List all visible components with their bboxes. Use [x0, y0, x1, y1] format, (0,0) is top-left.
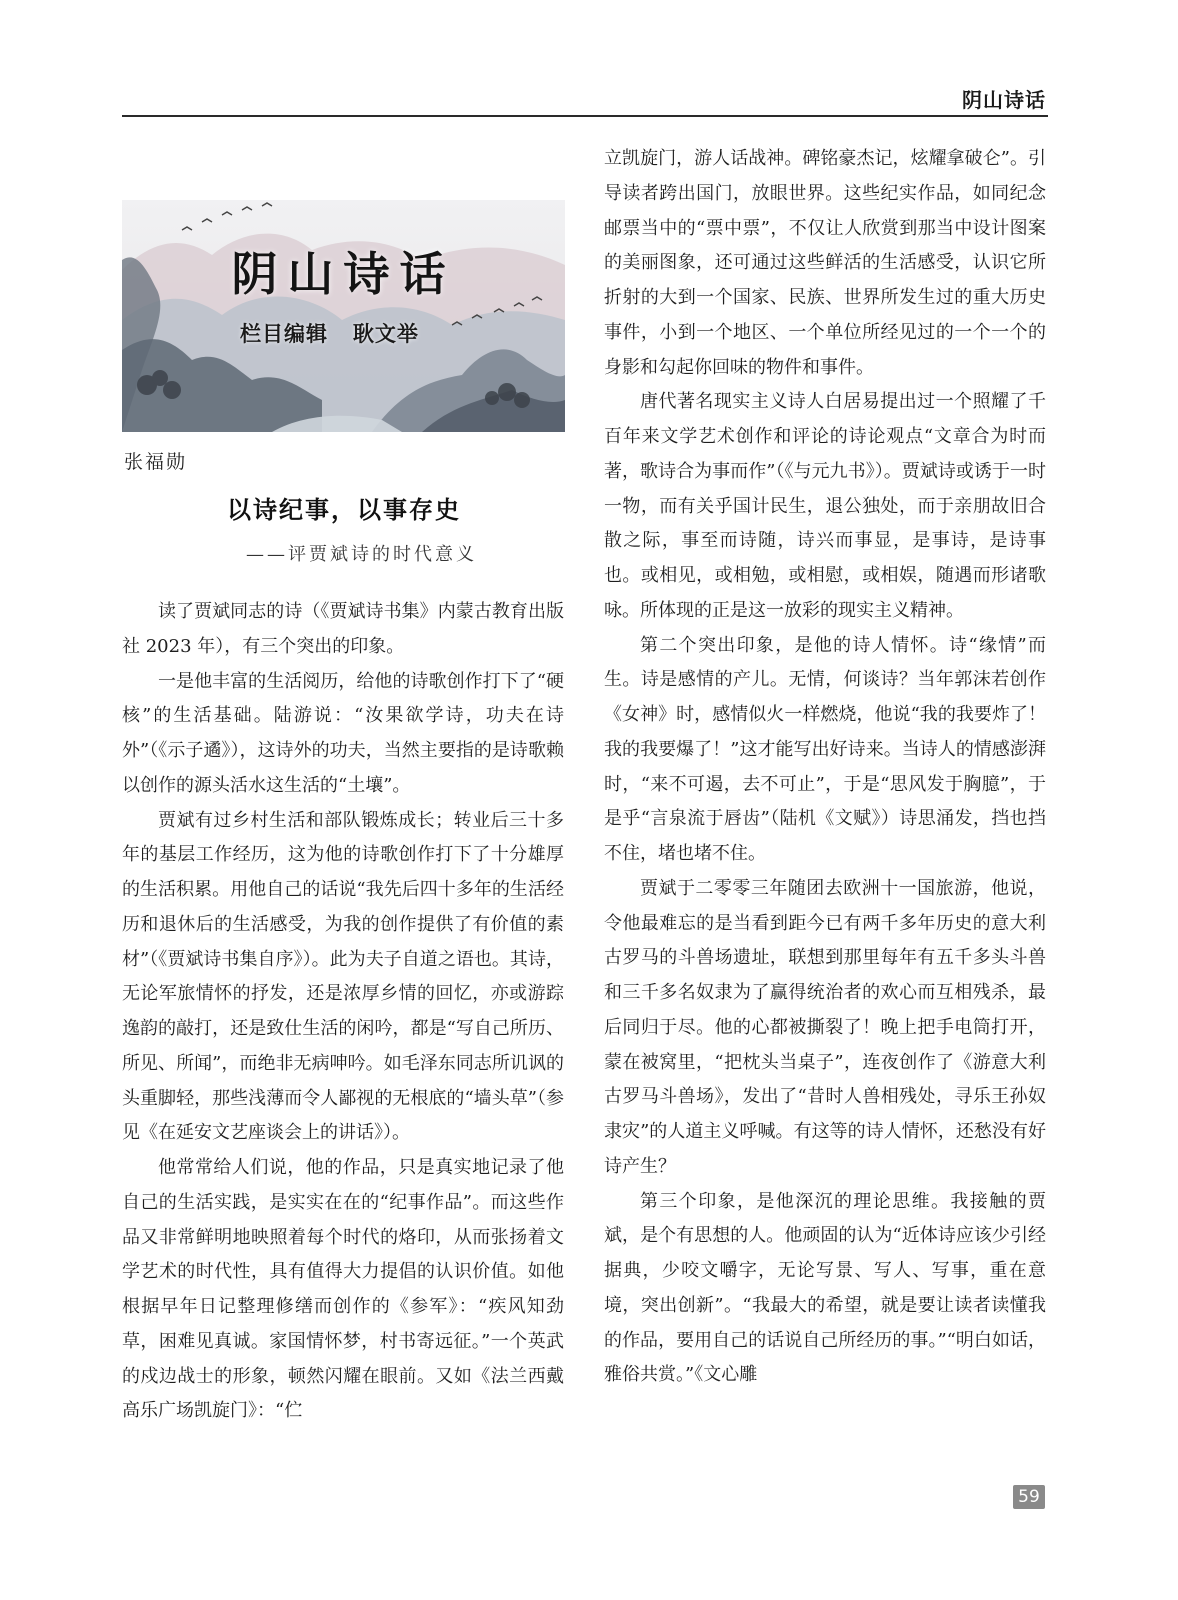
ink-landscape-illustration — [122, 200, 565, 432]
paragraph: 第三个印象，是他深沉的理论思维。我接触的贾斌，是个有思想的人。他顽固的认为“近体诗应该少引经据典，少咬文嚼字，无论写景、写人、写事，重在意境，突出创新”。“我最大的希望，就是要让读者读懂我的作品，要用自己的话说自己所经历的事。”“明白如话，雅俗共赏。”《文心雕 — [604, 1190, 1046, 1386]
left-text-column — [122, 595, 564, 1429]
article-subtitle: ——评贾斌诗的时代意义 — [246, 544, 477, 565]
paragraph: 读了贾斌同志的诗（《贾斌诗书集》内蒙古教育出版社 2023 年），有三个突出的印象。 — [122, 601, 564, 657]
column-banner — [122, 200, 565, 432]
page-number: 59 — [1013, 1485, 1045, 1509]
paragraph: 一是他丰富的生活阅历，给他的诗歌创作打下了“硬核”的生活基础。陆游说：“汝果欲学诗，功夫在诗外”（《示子遹》），这诗外的功夫，当然主要指的是诗歌赖以创作的源头活水这生活的“土壤”。 — [122, 670, 564, 796]
paragraph: 唐代著名现实主义诗人白居易提出过一个照耀了千百年来文学艺术创作和评论的诗论观点“文章合为时而著，歌诗合为事而作”（《与元九书》）。贾斌诗或诱于一时一物，而有关乎国计民生，退公独处，而于亲朋故旧合散之际，事至而诗随，诗兴而事显，是事诗，是诗事也。或相见，或相勉，或相慰，或相娱，随遇而形诸歌咏。所体现的正是这一放彩的现实主义精神。 — [604, 391, 1046, 621]
paragraph-continued: 立凯旋门，游人话战神。碑铭豪杰记，炫耀拿破仑”。引导读者跨出国门，放眼世界。这些纪实作品，如同纪念邮票当中的“票中票”，不仅让人欣赏到那当中设计图案的美丽图象，还可通过这些鲜活的生活感受，认识它所折射的大到一个国家、民族、世界所发生过的重大历史事件，小到一个地区、一个单位所经见过的一个一个的身影和勾起你回味的物件和事件。 — [604, 148, 1046, 378]
author-name: 张福勋 — [124, 451, 188, 473]
banner-editor-credit: 栏目编辑 耿文举 — [240, 322, 419, 346]
right-text-column — [604, 142, 1046, 1393]
paragraph: 贾斌有过乡村生活和部队锻炼成长；转业后三十多年的基层工作经历，这为他的诗歌创作打下了十分雄厚的生活积累。用他自己的话说“我先后四十多年的生活经历和退休后的生活感受，为我的创作提供了有价值的素材”（《贾斌诗书集自序》）。此为夫子自道之语也。其诗，无论军旅情怀的抒发，还是浓厚乡情的回忆，亦或游踪逸韵的敲打，还是致仕生活的闲吟，都是“写自己所历、所见、所闻”，而绝非无病呻吟。如毛泽东同志所讥讽的头重脚轻，那些浅薄而令人鄙视的无根底的“墙头草”（参见《在延安文艺座谈会上的讲话》）。 — [122, 809, 564, 1144]
header-rule — [122, 115, 1048, 117]
paragraph: 他常常给人们说，他的作品，只是真实地记录了他自己的生活实践，是实实在在的“纪事作品”。而这些作品又非常鲜明地映照着每个时代的烙印，从而张扬着文学艺术的时代性，具有值得大力提倡的认识价值。如他根据早年日记整理修缮而创作的《参军》：“疾风知劲草，困难见真诚。家国情怀梦，村书寄远征。”一个英武的戍边战士的形象，顿然闪耀在眼前。又如《法兰西戴高乐广场凯旋门》：“伫 — [122, 1157, 564, 1422]
column-name-header: 阴山诗话 — [962, 88, 1046, 112]
paragraph: 贾斌于二零零三年随团去欧洲十一国旅游，他说，令他最难忘的是当看到距今已有两千多年历史的意大利古罗马的斗兽场遗址，联想到那里每年有五千多头斗兽和三千多名奴隶为了赢得统治者的欢心而互相残杀，最后同归于尽。他的心都被撕裂了！晚上把手电筒打开，蒙在被窝里，“把枕头当桌子”，连夜创作了《游意大利古罗马斗兽场》，发出了“昔时人兽相残处，寻乐王孙奴隶灾”的人道主义呼喊。有这等的诗人情怀，还愁没有好诗产生？ — [604, 877, 1046, 1177]
paragraph: 第二个突出印象，是他的诗人情怀。诗“缘情”而生。诗是感情的产儿。无情，何谈诗？当年郭沫若创作《女神》时，感情似火一样燃烧，他说“我的我要炸了！我的我要爆了！”这才能写出好诗来。当诗人的情感澎湃时，“来不可遏，去不可止”，于是“思风发于胸臆”，于是乎“言泉流于唇齿”（陆机《文赋》）诗思涌发，挡也挡不住，堵也堵不住。 — [604, 634, 1046, 864]
article-title: 以诗纪事，以事存史 — [227, 496, 461, 524]
banner-title: 阴山诗话 — [231, 247, 456, 301]
